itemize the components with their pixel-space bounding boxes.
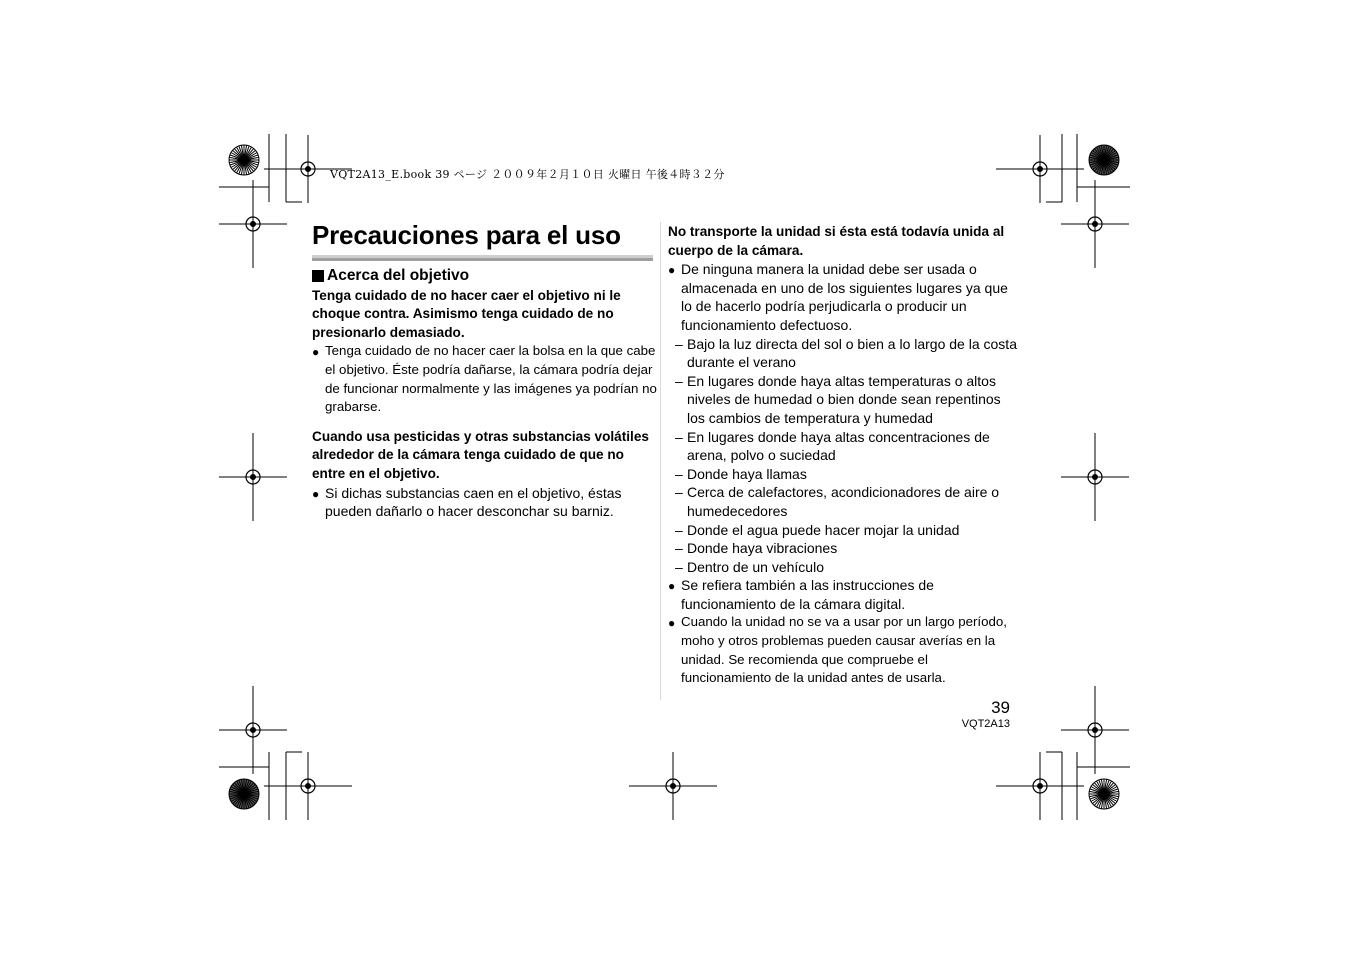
bullet-icon: ●: [312, 486, 320, 501]
square-bullet-icon: [312, 270, 324, 282]
registration-dot: [250, 221, 256, 227]
dash-item: [668, 465, 1018, 484]
registration-dot: [1037, 166, 1043, 172]
color-target-center: [1102, 158, 1107, 163]
registration-dot: [1092, 221, 1098, 227]
list-item-text: De ninguna manera la unidad debe ser usada o almacenada en uno de los siguientes lugares ya que lo de hacerlo podría perjudicarla o producir un funcionamiento defectuoso.: [681, 261, 1008, 333]
registration-dot: [670, 783, 676, 789]
dash-icon: –: [675, 558, 683, 575]
bullet-icon: ●: [668, 579, 676, 594]
registration-dot: [305, 783, 311, 789]
page-title: Precauciones para el uso: [312, 220, 621, 250]
dash-item: [668, 558, 1018, 577]
lens-warning: Tenga cuidado de no hacer caer el objetivo ni le choque contra. Asimismo tenga cuidado de no presionarlo demasiado.: [312, 287, 621, 340]
print-header: VQT2A13_E.book 39 ページ ２００９年２月１０日 火曜日 午後４時３２分: [330, 168, 725, 181]
dash-item: [668, 539, 1018, 558]
dash-item: [668, 483, 1018, 520]
color-target-center: [242, 158, 247, 163]
dash-item: [668, 335, 1018, 372]
section-heading: [312, 267, 657, 286]
page-number: 39: [991, 698, 1010, 717]
list-item: [668, 260, 1018, 334]
dash-icon: –: [675, 521, 683, 538]
dash-icon: –: [675, 372, 683, 389]
color-target-center: [242, 792, 247, 797]
list-item: [312, 342, 657, 416]
list-item: [312, 484, 657, 521]
dash-item-text: Cerca de calefactores, acondicionadores de aire o humedecedores: [687, 484, 1000, 519]
registration-dot: [1037, 783, 1043, 789]
list-item-text: Cuando la unidad no se va a usar por un largo período, moho y otros problemas pueden causar averías en la unidad. Se recomienda que compruebe el funcionamiento de la unidad antes de usarla.: [681, 614, 1008, 686]
dash-item-text: En lugares donde haya altas temperaturas o altos niveles de humedad o bien donde sean repentinos los cambios de temperatura y humedad: [687, 372, 1001, 426]
title-underline: [312, 255, 653, 261]
registration-dot: [250, 474, 256, 480]
dash-item-text: Donde haya llamas: [687, 465, 807, 482]
registration-dot: [1092, 474, 1098, 480]
dash-icon: –: [675, 540, 683, 557]
dash-item: [668, 372, 1018, 428]
model-code: VQT2A13: [961, 718, 1010, 730]
dash-icon: –: [675, 465, 683, 482]
list-item: [668, 613, 1018, 687]
dash-item-text: En lugares donde haya altas concentraciones de arena, polvo o suciedad: [687, 428, 990, 464]
color-target-center: [1102, 792, 1107, 797]
dash-icon: –: [675, 428, 683, 445]
bullet-icon: ●: [668, 263, 676, 278]
left-column: [312, 267, 657, 521]
dash-item-text: Bajo la luz directa del sol o bien a lo largo de la costa durante el verano: [687, 335, 1017, 371]
transport-warning: No transporte la unidad si ésta está todavía unida al cuerpo de la cámara.: [668, 224, 1005, 258]
dash-item: [668, 428, 1018, 465]
registration-dot: [305, 166, 311, 172]
dash-item-text: Dentro de un vehículo: [687, 558, 824, 575]
list-item: [668, 576, 1018, 613]
column-divider: [660, 222, 661, 700]
right-column: [668, 223, 1018, 688]
bullet-icon: ●: [668, 616, 676, 631]
dash-icon: –: [675, 484, 683, 501]
registration-dot: [1092, 727, 1098, 733]
dash-item-text: Donde haya vibraciones: [687, 540, 838, 557]
list-item-text: Si dichas substancias caen en el objetivo, éstas pueden dañarlo o hacer desconchar su barniz.: [325, 484, 622, 520]
dash-item: [668, 521, 1018, 540]
list-item-text: Tenga cuidado de no hacer caer la bolsa en la que cabe el objetivo. Éste podría dañarse, la cámara podría dejar de funcionar normalmente y las imágenes ya podrían no grabarse.: [325, 343, 657, 415]
registration-dot: [250, 727, 256, 733]
dash-icon: –: [675, 335, 683, 352]
bullet-icon: ●: [312, 345, 320, 360]
section-heading-text: Acerca del objetivo: [327, 267, 470, 284]
dash-item-text: Donde el agua puede hacer mojar la unidad: [687, 521, 960, 538]
list-item-text: Se refiera también a las instrucciones de funcionamiento de la cámara digital.: [681, 577, 934, 612]
pesticide-warning: Cuando usa pesticidas y otras substancias volátiles alrededor de la cámara tenga cuidado de que no entre en el objetivo.: [312, 428, 649, 481]
